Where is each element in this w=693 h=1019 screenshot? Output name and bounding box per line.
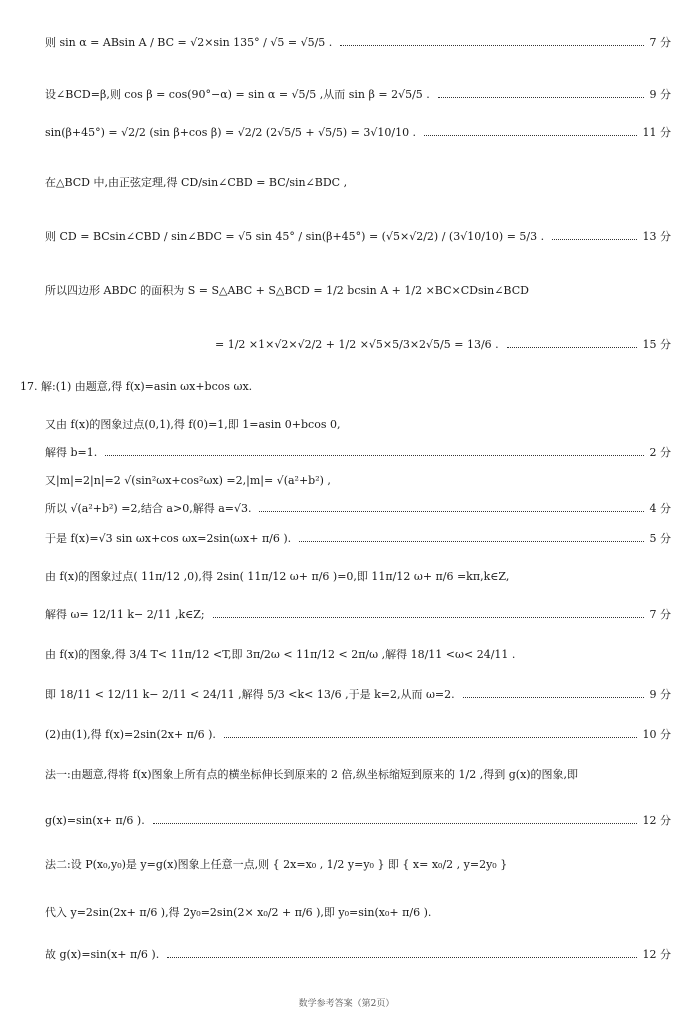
score-label: 9 分 (649, 688, 671, 702)
solution-text: 于是 f(x)=√3 sin ωx+cos ωx=2sin(ωx+ π/6 ). (45, 532, 292, 546)
score-label: 5 分 (649, 532, 671, 546)
dotted-leader (438, 97, 644, 98)
solution-line (0, 850, 693, 880)
solution-text: 代入 y=2sin(2x+ π/6 ),得 2y₀=2sin(2× x₀/2 + π/6 ),即 y₀=sin(x₀+ π/6 ). (45, 906, 432, 920)
solution-line (0, 168, 693, 198)
solution-text: 所以四边形 ABDC 的面积为 S = S△ABC + S△BCD = 1/2 bcsin A + 1/2 ×BC×CDsin∠BCD (45, 284, 529, 298)
solution-text: 则 sin α = ABsin A / BC = √2×sin 135° / √5 = √5/5 . (45, 36, 333, 50)
solution-text: 设∠BCD=β,则 cos β = cos(90°−α) = sin α = √5/5 ,从而 sin β = 2√5/5 . (45, 88, 430, 102)
dotted-leader (340, 45, 643, 46)
solution-text: sin(β+45°) = √2/2 (sin β+cos β) = √2/2 (2√5/5 + √5/5) = 3√10/10 . (45, 126, 417, 140)
score-label: 12 分 (642, 814, 671, 828)
solution-line (0, 680, 693, 710)
solution-line (0, 118, 693, 148)
solution-line (0, 806, 693, 836)
solution-line (0, 438, 693, 468)
dotted-leader (424, 135, 636, 136)
solution-text: 由 f(x)的图象,得 3/4 T< 11π/12 <T,即 3π/2ω < 11π/12 < 2π/ω ,解得 18/11 <ω< 24/11 . (45, 648, 516, 662)
solution-line (0, 80, 693, 110)
solution-text: 解得 b=1. (45, 446, 98, 460)
solution-line (0, 720, 693, 750)
solution-text: 法一:由题意,得将 f(x)图象上所有点的横坐标伸长到原来的 2 倍,纵坐标缩短到原来的 1/2 ,得到 g(x)的图象,即 (45, 768, 579, 782)
solution-line (0, 222, 693, 252)
solution-line (0, 372, 693, 402)
dotted-leader (213, 617, 644, 618)
solution-line (0, 760, 693, 790)
solution-text: 又|m|=2|n|=2 √(sin²ωx+cos²ωx) =2,|m|= √(a²+b²) , (45, 474, 331, 488)
solution-text: 法二:设 P(x₀,y₀)是 y=g(x)图象上任意一点,则 { 2x=x₀ , 1/2 y=y₀ } 即 { x= x₀/2 , y=2y₀ } (45, 858, 508, 872)
solution-line (0, 494, 693, 524)
solution-line (0, 940, 693, 970)
solution-line (0, 466, 693, 496)
solution-line (0, 28, 693, 58)
solution-text: 由 f(x)的图象过点( 11π/12 ,0),得 2sin( 11π/12 ω+ π/6 )=0,即 11π/12 ω+ π/6 =kπ,k∈Z, (45, 570, 510, 584)
solution-text: 在△BCD 中,由正弦定理,得 CD/sin∠CBD = BC/sin∠BDC , (45, 176, 348, 190)
score-label: 10 分 (642, 728, 671, 742)
solution-line (0, 562, 693, 592)
score-label: 7 分 (649, 608, 671, 622)
solution-text: 故 g(x)=sin(x+ π/6 ). (45, 948, 160, 962)
dotted-leader (105, 455, 643, 456)
dotted-leader (153, 823, 637, 824)
score-label: 11 分 (642, 126, 671, 140)
score-label: 13 分 (642, 230, 671, 244)
dotted-leader (552, 239, 636, 240)
solution-line (0, 898, 693, 928)
solution-line (0, 640, 693, 670)
dotted-leader (507, 347, 637, 348)
solution-text: 所以 √(a²+b²) =2,结合 a>0,解得 a=√3. (45, 502, 252, 516)
dotted-leader (299, 541, 643, 542)
score-label: 15 分 (642, 338, 671, 352)
solution-text: (2)由(1),得 f(x)=2sin(2x+ π/6 ). (45, 728, 216, 742)
solution-line (0, 330, 693, 360)
score-label: 4 分 (649, 502, 671, 516)
dotted-leader (463, 697, 644, 698)
score-label: 2 分 (649, 446, 671, 460)
solution-line (0, 524, 693, 554)
dotted-leader (224, 737, 637, 738)
solution-text: 17. 解:(1) 由题意,得 f(x)=asin ωx+bcos ωx. (20, 380, 253, 394)
solution-line (0, 410, 693, 440)
dotted-leader (167, 957, 636, 958)
page-footer: 数学参考答案（第2页） (298, 999, 395, 1009)
solution-text: 解得 ω= 12/11 k− 2/11 ,k∈Z; (45, 608, 205, 622)
solution-line (0, 276, 693, 306)
solution-text: = 1/2 ×1×√2×√2/2 + 1/2 ×√5×5/3×2√5/5 = 13/6 . (215, 338, 499, 352)
solution-line (0, 600, 693, 630)
solution-text: 又由 f(x)的图象过点(0,1),得 f(0)=1,即 1=asin 0+bcos 0, (45, 418, 341, 432)
score-label: 7 分 (649, 36, 671, 50)
solution-text: 即 18/11 < 12/11 k− 2/11 < 24/11 ,解得 5/3 <k< 13/6 ,于是 k=2,从而 ω=2. (45, 688, 455, 702)
dotted-leader (259, 511, 643, 512)
solution-text: 则 CD = BCsin∠CBD / sin∠BDC = √5 sin 45° / sin(β+45°) = (√5×√2/2) / (3√10/10) = 5/3 . (45, 230, 545, 244)
score-label: 12 分 (642, 948, 671, 962)
score-label: 9 分 (649, 88, 671, 102)
solution-text: g(x)=sin(x+ π/6 ). (45, 814, 145, 828)
